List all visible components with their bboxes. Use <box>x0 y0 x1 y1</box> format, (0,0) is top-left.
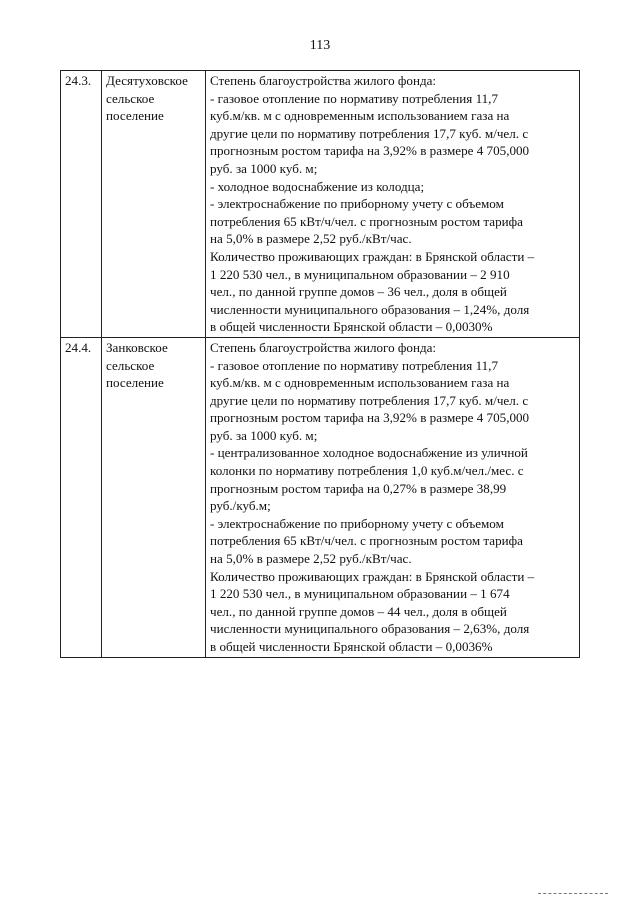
description-line: другие цели по нормативу потребления 17,7 куб. м/чел. с <box>210 392 529 408</box>
description-line: численности муниципального образования – 1,24%, доля <box>210 301 530 317</box>
description-line: 1 220 530 чел., в муниципальном образовании – 2 910 <box>210 266 510 282</box>
description-line: прогнозным ростом тарифа на 3,92% в размере 4 705,000 <box>210 143 530 159</box>
row-number: 24.3. <box>61 71 102 338</box>
description-line: колонки по нормативу потребления 1,0 куб.м/чел./мес. с <box>210 463 524 479</box>
description-line: чел., по данной группе домов – 36 чел., доля в общей <box>210 284 507 300</box>
description-line: руб./куб.м; <box>210 498 271 514</box>
description-line: куб.м/кв. м с одновременным использованием газа на <box>210 375 510 391</box>
settlement-name-line: Занковское <box>106 339 168 355</box>
row-number: 24.4. <box>61 337 102 657</box>
description-line: потребления 65 кВт/ч/чел. с прогнозным ростом тарифа <box>210 213 523 229</box>
description-line: Степень благоустройства жилого фонда: <box>210 73 437 88</box>
description-line: - газовое отопление по нормативу потребления 11,7 <box>210 357 498 373</box>
table-body <box>61 71 580 658</box>
description-line: - газовое отопление по нормативу потребления 11,7 <box>210 90 498 106</box>
description-line: руб. за 1000 куб. м; <box>210 160 318 176</box>
description-line: Количество проживающих граждан: в Брянской области – <box>210 248 535 264</box>
settlement-name-line: сельское <box>106 90 155 106</box>
table-row <box>61 337 580 657</box>
description-line: другие цели по нормативу потребления 17,7 куб. м/чел. с <box>210 125 529 141</box>
description-line: на 5,0% в размере 2,52 руб./кВт/час. <box>210 551 412 567</box>
description-line: в общей численности Брянской области – 0,0036% <box>210 639 493 654</box>
description-line: потребления 65 кВт/ч/чел. с прогнозным ростом тарифа <box>210 533 523 549</box>
housing-description <box>206 337 580 657</box>
settlement-name-line: поселение <box>106 375 164 391</box>
description-line: прогнозным ростом тарифа на 0,27% в размере 38,99 <box>210 480 507 496</box>
description-line: в общей численности Брянской области – 0,0030% <box>210 319 493 335</box>
description-line: 1 220 530 чел., в муниципальном образовании – 1 674 <box>210 586 510 602</box>
settlement-name-line: Десятуховское <box>106 73 188 88</box>
description-line: прогнозным ростом тарифа на 3,92% в размере 4 705,000 <box>210 410 530 426</box>
description-line: на 5,0% в размере 2,52 руб./кВт/час. <box>210 231 412 247</box>
settlement-name <box>102 337 206 657</box>
description-line: - холодное водоснабжение из колодца; <box>210 178 425 194</box>
housing-table <box>60 70 580 658</box>
settlement-name <box>102 71 206 338</box>
description-line: Количество проживающих граждан: в Брянской области – <box>210 568 535 584</box>
description-line: - электроснабжение по приборному учету с объемом <box>210 196 504 212</box>
description-line: чел., по данной группе домов – 44 чел., доля в общей <box>210 603 507 619</box>
description-line: руб. за 1000 куб. м; <box>210 427 318 443</box>
page-number: 113 <box>309 38 331 53</box>
table-row <box>61 71 580 338</box>
description-line: куб.м/кв. м с одновременным использованием газа на <box>210 108 510 124</box>
settlement-name-line: поселение <box>106 108 164 124</box>
description-line: - централизованное холодное водоснабжение из уличной <box>210 445 528 461</box>
settlement-name-line: сельское <box>106 357 155 373</box>
description-line: Степень благоустройства жилого фонда: <box>210 339 437 355</box>
description-line: численности муниципального образования – 2,63%, доля <box>210 621 530 637</box>
description-line: - электроснабжение по приборному учету с объемом <box>210 515 504 531</box>
scan-mark <box>538 893 608 895</box>
housing-description <box>206 71 580 338</box>
